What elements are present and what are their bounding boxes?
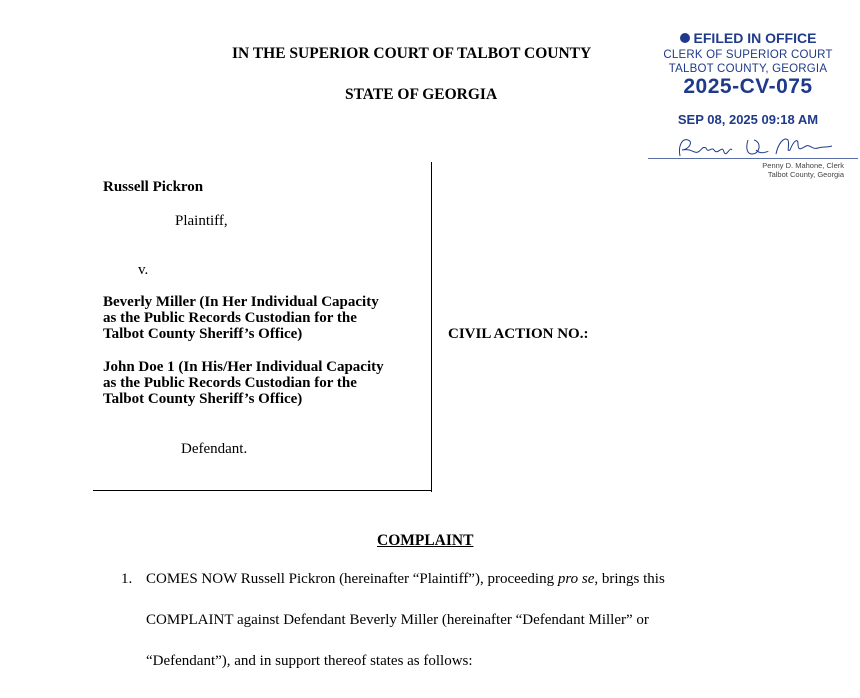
complaint-heading: COMPLAINT xyxy=(377,532,474,549)
defendant-role: Defendant. xyxy=(181,441,248,457)
court-state: STATE OF GEORGIA xyxy=(345,86,498,103)
paragraph-number: 1. xyxy=(121,571,133,587)
paragraph-text: COMES NOW Russell Pickron (hereinafter “Plaintiff”), proceeding xyxy=(146,571,558,587)
defendant1-line: Talbot County Sheriff’s Office) xyxy=(103,326,303,342)
efile-stamp-county: TALBOT COUNTY, GEORGIA xyxy=(668,63,828,75)
signature-line xyxy=(648,158,858,159)
paragraph-line: “Defendant”), and in support thereof states as follows: xyxy=(146,653,473,669)
defendant2-line: Talbot County Sheriff’s Office) xyxy=(103,391,303,407)
defendant1-line: Beverly Miller (In Her Individual Capacity xyxy=(103,294,379,310)
pro-se-text: pro se xyxy=(557,571,595,587)
paragraph-line xyxy=(146,571,665,588)
caption-divider-vertical xyxy=(431,162,432,492)
defendant2-line: John Doe 1 (In His/Her Individual Capacity xyxy=(103,359,384,375)
case-number: 2025-CV-075 xyxy=(683,75,813,98)
paragraph-line: COMPLAINT against Defendant Beverly Miller (hereinafter “Defendant Miller” or xyxy=(146,612,649,628)
plaintiff-role: Plaintiff, xyxy=(175,213,228,229)
efile-stamp-clerk: CLERK OF SUPERIOR COURT xyxy=(663,49,833,61)
efile-stamp xyxy=(648,30,858,182)
plaintiff-name: Russell Pickron xyxy=(103,179,204,195)
efile-stamp-title xyxy=(648,30,848,46)
seal-icon xyxy=(680,33,690,43)
court-title: IN THE SUPERIOR COURT OF TALBOT COUNTY xyxy=(232,45,592,62)
efile-stamp-title-text: EFILED IN OFFICE xyxy=(693,30,817,46)
paragraph-text: , brings this xyxy=(594,571,665,587)
civil-action-label: CIVIL ACTION NO.: xyxy=(448,326,589,342)
caption-divider-horizontal xyxy=(93,490,432,491)
defendant1-line: as the Public Records Custodian for the xyxy=(103,310,357,326)
clerk-name: Penny D. Mahone, Clerk xyxy=(762,161,844,170)
defendant2-line: as the Public Records Custodian for the xyxy=(103,375,357,391)
versus-label: v. xyxy=(138,262,149,278)
filing-datetime: SEP 08, 2025 09:18 AM xyxy=(677,112,819,127)
clerk-county: Talbot County, Georgia xyxy=(767,170,844,179)
